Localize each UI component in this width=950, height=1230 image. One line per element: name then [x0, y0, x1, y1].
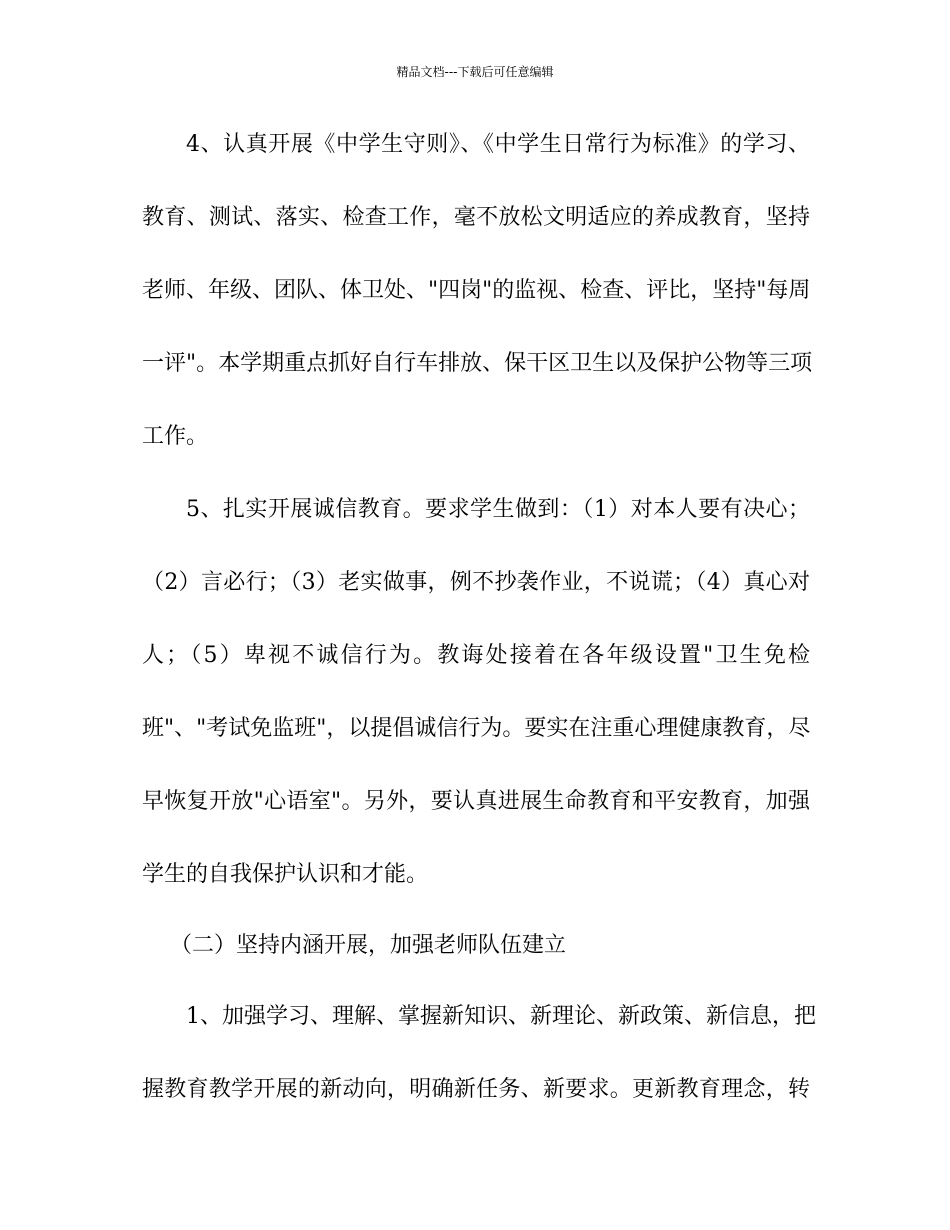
paragraph-line: （2）言必行；（3）老实做事，例不抄袭作业，不说谎；（4）真心对	[142, 570, 810, 595]
paragraph-line: 4、认真开展《中学生守则》、《中学生日常行为标准》的学习、	[186, 132, 810, 157]
paragraph-line: 老师、年级、团队、体卫处、"四岗"的监视、检查、评比，坚持"每周	[142, 278, 811, 303]
paragraph-line: 一评"。本学期重点抓好自行车排放、保干区卫生以及保护公物等三项	[142, 351, 813, 376]
document-body	[142, 120, 816, 1138]
paragraph-line: 1、加强学习、理解、掌握新知识、新理论、新政策、新信息，把	[186, 1004, 816, 1029]
page-header: 精品文档---下载后可任意编辑	[396, 65, 554, 79]
paragraph-line: 教育、测试、落实、检查工作，毫不放松文明适应的养成教育，坚持	[142, 205, 810, 230]
section-heading: （二）坚持内涵开展，加强老师队伍建立	[170, 933, 567, 958]
paragraph-line: 5、扎实开展诚信教育。要求学生做到：（1）对本人要有决心；	[186, 497, 810, 522]
paragraph-line: 握教育教学开展的新动向，明确新任务、新要求。更新教育理念，转	[142, 1077, 810, 1102]
paragraph-line: 班"、"考试免监班"，以提倡诚信行为。要实在注重心理健康教育，尽	[142, 716, 811, 741]
paragraph-line: 人；（5）卑视不诚信行为。教诲处接着在各年级设置"卫生免检	[142, 643, 810, 668]
paragraph-line: 学生的自我保护认识和才能。	[142, 862, 429, 887]
paragraph-line: 早恢复开放"心语室"。另外，要认真进展生命教育和平安教育，加强	[142, 789, 810, 814]
paragraph-line: 工作。	[142, 424, 209, 449]
